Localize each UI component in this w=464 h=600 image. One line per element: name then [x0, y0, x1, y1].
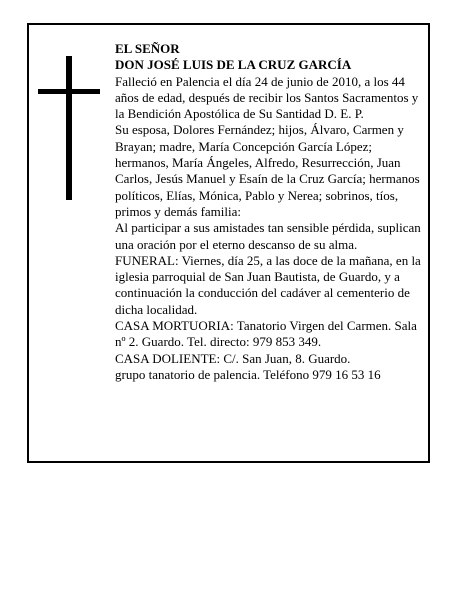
notice-text	[115, 41, 427, 383]
family-home-address: CASA DOLIENTE: C/. San Juan, 8. Guardo.	[115, 350, 351, 366]
funeral-details: FUNERAL: Viernes, día 25, a las doce de la mañana, en la iglesia parroquial de San Juan Bautista, de Guardo, y a continuación la conducción del cadáver al cementerio de dicha localidad.	[115, 252, 421, 317]
prayer-request: Al participar a sus amistades tan sensible pérdida, suplican una oración por el eterno descanso de su alma.	[115, 220, 421, 252]
cross-vertical-bar	[66, 56, 72, 200]
death-announcement: Falleció en Palencia el día 24 de junio de 2010, a los 44 años de edad, después de recibir los Santos Sacramentos y la Bendición Apostólica de Su Santidad D. E. P.	[115, 73, 419, 122]
cross-icon	[38, 56, 100, 200]
funeral-group-contact: grupo tanatorio de palencia. Teléfono 979 16 53 16	[115, 366, 381, 382]
obituary-notice	[27, 23, 430, 463]
title-line-1: EL SEÑOR	[115, 41, 180, 56]
deceased-name: DON JOSÉ LUIS DE LA CRUZ GARCÍA	[115, 57, 352, 73]
family-list: Su esposa, Dolores Fernández; hijos, Álvaro, Carmen y Brayan; madre, María Concepción García López; hermanos, María Ángeles, Alfredo, Resurrección, Juan Carlos, Jesús Manuel y Esaín de la Cruz García; hermanos políticos, Elías, Mónica, Pablo y Nerea; sobrinos, tíos, primos y demás familia:	[115, 122, 420, 219]
cross-horizontal-bar	[38, 89, 100, 94]
funeral-home-details: CASA MORTUORIA: Tanatorio Virgen del Carmen. Sala nº 2. Guardo. Tel. directo: 979 853 349.	[115, 318, 417, 350]
